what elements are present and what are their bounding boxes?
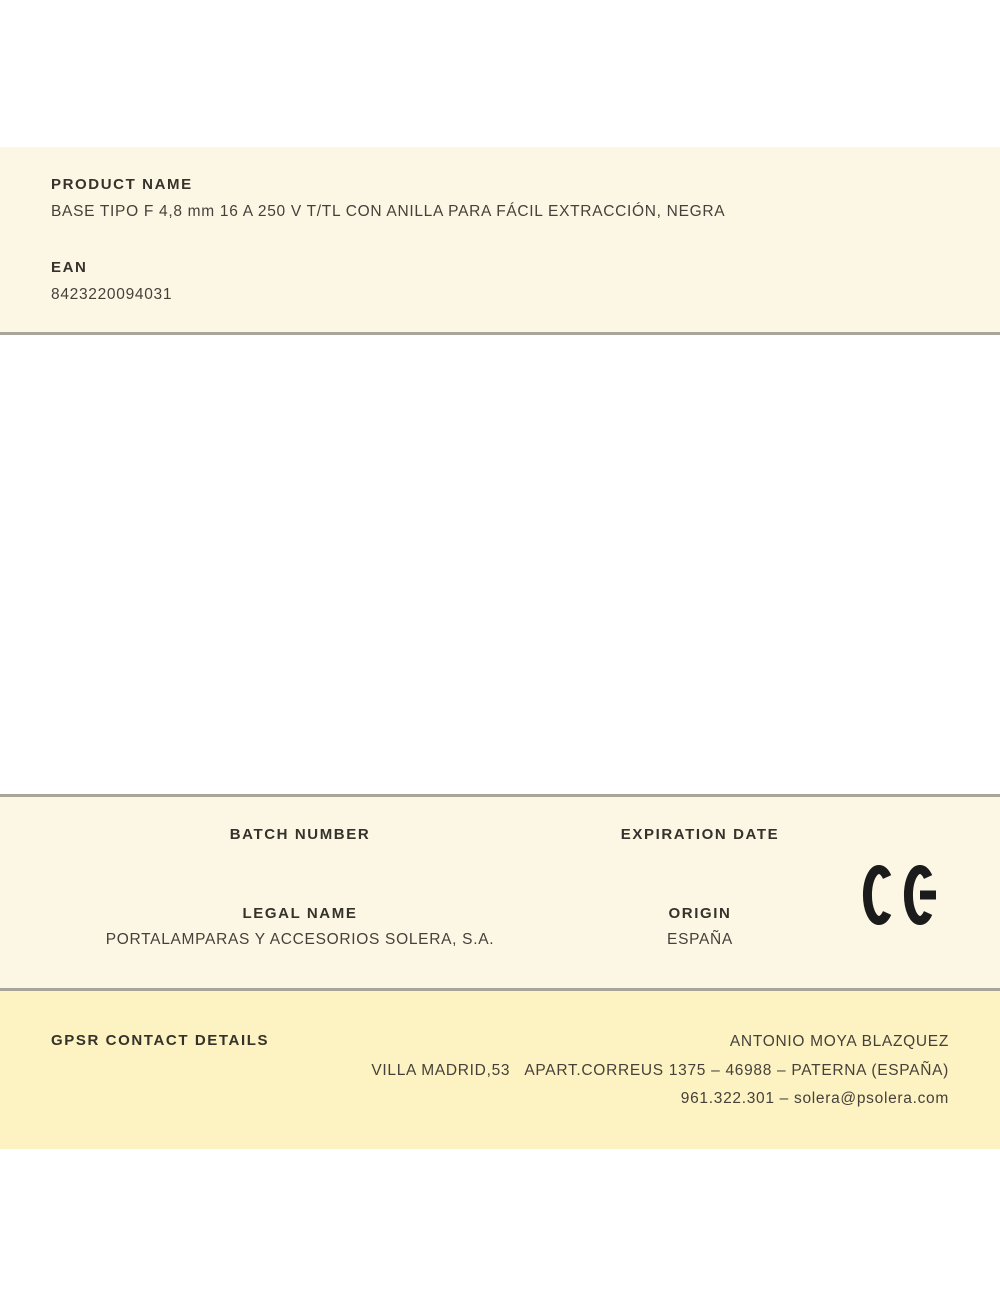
origin-label: ORIGIN (668, 905, 732, 922)
ean-value: 8423220094031 (51, 286, 173, 303)
product-info-section (0, 147, 1000, 335)
origin-value: ESPAÑA (667, 931, 733, 948)
batch-legal-left-column (100, 797, 500, 949)
gpsr-heading: GPSR CONTACT DETAILS (51, 1032, 270, 1049)
batch-legal-section (0, 794, 1000, 991)
ce-mark-icon (860, 865, 942, 925)
gpsr-section (0, 991, 1000, 1149)
gpsr-contact-phone-email: 961.322.301 – solera@psolera.com (680, 1090, 949, 1107)
batch-number-label: BATCH NUMBER (229, 826, 371, 843)
batch-legal-columns (0, 797, 900, 949)
gpsr-contact-block (371, 1028, 949, 1114)
gpsr-contact-address: VILLA MADRID,53 APART.CORREUS 1375 – 46988 – PATERNA (ESPAÑA) (371, 1061, 949, 1079)
product-name-value: BASE TIPO F 4,8 mm 16 A 250 V T/TL CON ANILLA PARA FÁCIL EXTRACCIÓN, NEGRA (51, 203, 726, 220)
legal-name-value: PORTALAMPARAS Y ACCESORIOS SOLERA, S.A. (105, 931, 495, 948)
ean-label: EAN (51, 259, 88, 276)
batch-number-value (100, 852, 500, 869)
product-name-label: PRODUCT NAME (51, 176, 193, 193)
expiration-date-label: EXPIRATION DATE (620, 826, 780, 843)
expiration-date-value (500, 852, 900, 869)
legal-name-label: LEGAL NAME (242, 905, 358, 922)
gpsr-contact-name: ANTONIO MOYA BLAZQUEZ (729, 1033, 949, 1050)
batch-legal-right-column (500, 797, 900, 949)
